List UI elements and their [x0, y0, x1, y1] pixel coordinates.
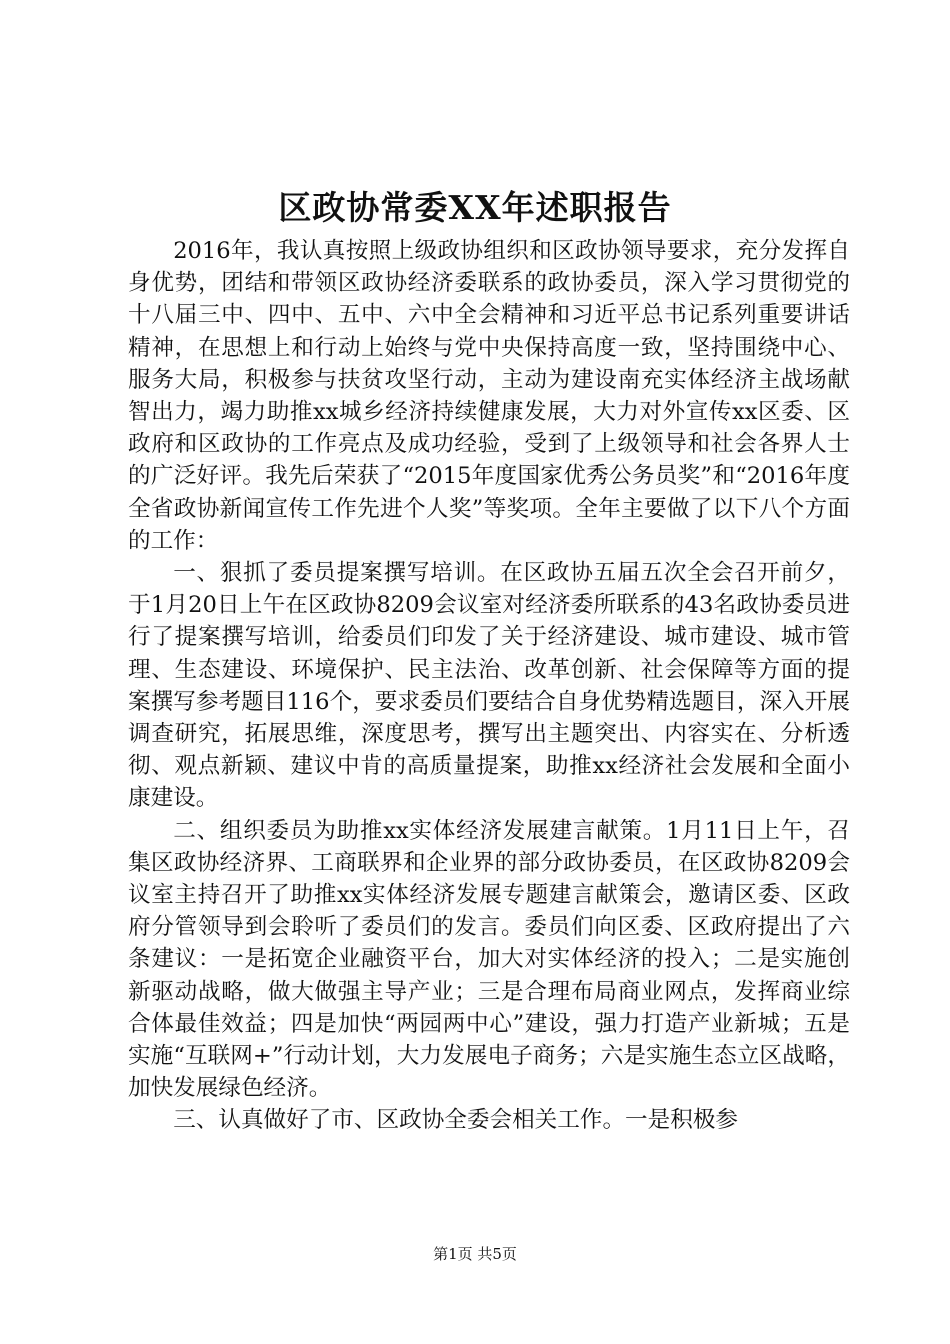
paragraph-section-1: 一、狠抓了委员提案撰写培训。在区政协五届五次全会召开前夕，于1月20日上午在区政协8209会议室对经济委所联系的43名政协委员进行了提案撰写培训，给委员们印发了关于经济建设、城市建设、城市管理、生态建设、环境保护、民主法治、改革创新、社会保障等方面的提案撰写参考题目116个，要求委员们要结合自身优势精选题目，深入开展调查研究，拓展思维，深度思考，撰写出主题突出、内容实在、分析透彻、观点新颖、建议中肯的高质量提案，助推xx经济社会发展和全面小康建设。 — [128, 560, 850, 812]
paragraph-section-3: 三、认真做好了市、区政协全委会相关工作。一是积极参 — [173, 1107, 739, 1134]
document-title: 区政协常委XX年述职报告 — [278, 188, 672, 227]
paragraph-section-2: 二、组织委员为助推xx实体经济发展建言献策。1月11日上午，召集区政协经济界、工商联界和企业界的部分政协委员，在区政协8209会议室主持召开了助推xx实体经济发展专题建言献策会，邀请区委、区政府分管领导到会聆听了委员们的发言。委员们向区委、区政府提出了六条建议：一是拓宽企业融资平台，加大对实体经济的投入；二是实施创新驱动战略，做大做强主导产业；三是合理布局商业网点，发挥商业综合体最佳效益；四是加快“两园两中心”建设，强力打造产业新城；五是实施“互联网+”行动计划，大力发展电子商务；六是实施生态立区战略，加快发展绿色经济。 — [128, 817, 850, 1102]
paragraph-intro: 2016年，我认真按照上级政协组织和区政协领导要求，充分发挥自身优势，团结和带领区政协经济委联系的政协委员，深入学习贯彻党的十八届三中、四中、五中、六中全会精神和习近平总书记系列重要讲话精神，在思想上和行动上始终与党中央保持高度一致，坚持围绕中心、服务大局，积极参与扶贫攻坚行动，主动为建设南充实体经济主战场献智出力，竭力助推xx城乡经济持续健康发展，大力对外宣传xx区委、区政府和区政协的工作亮点及成功经验，受到了上级领导和社会各界人士的广泛好评。我先后荣获了“2015年度国家优秀公务员奖”和“2016年度全省政协新闻宣传工作先进个人奖”等奖项。全年主要做了以下八个方面的工作： — [128, 238, 850, 554]
document-body — [128, 235, 850, 1137]
page-footer: 第1页 共5页 — [433, 1245, 517, 1263]
